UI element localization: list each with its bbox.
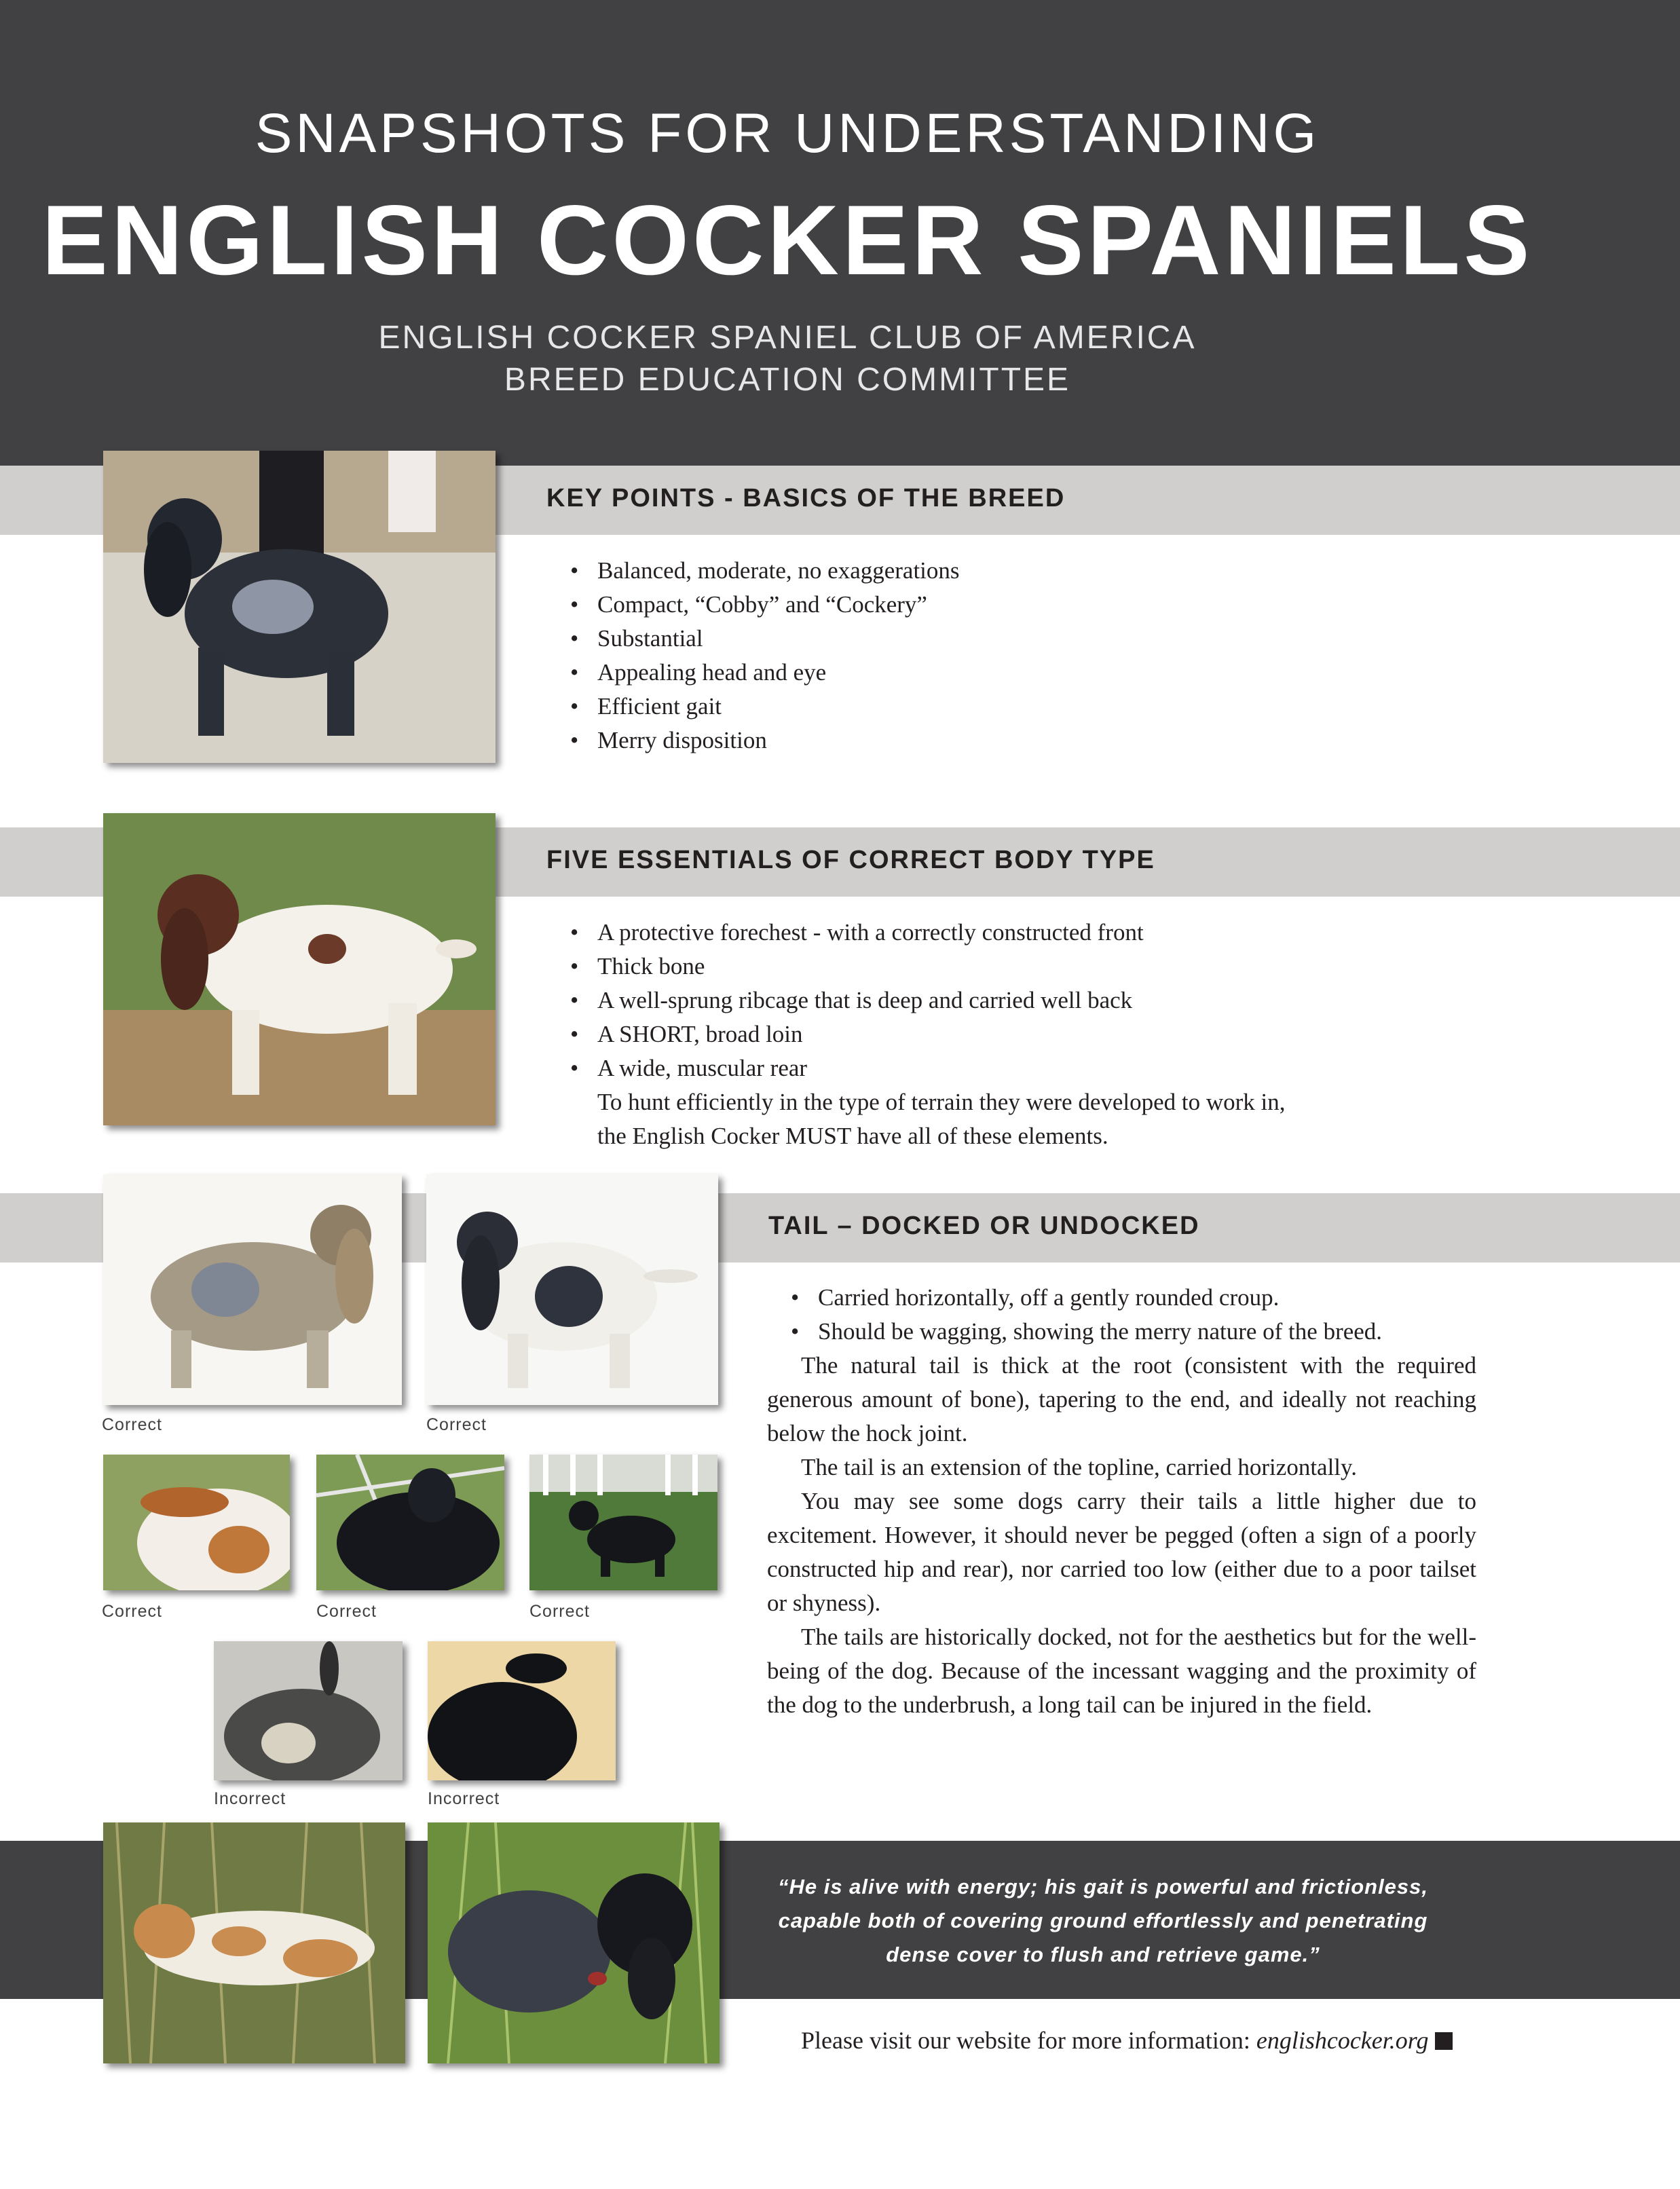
website-link[interactable]: englishcocker.org [1256,2027,1429,2054]
note-line-2: the English Cocker MUST have all of these elements. [597,1123,1108,1149]
photo-tail-correct-1 [103,1174,402,1405]
key-points-list [570,554,960,757]
caption-incorrect-1: Incorrect [214,1789,286,1808]
note-line-1: To hunt efficiently in the type of terrain they were developed to work in, [597,1089,1286,1115]
list-item: • Substantial [570,622,960,656]
photo-tail-incorrect-2 [428,1641,616,1780]
org-line-2: BREED EDUCATION COMMITTEE [504,362,1071,398]
header-banner [0,0,1680,466]
body-type-note [597,1085,1286,1153]
caption-correct-3: Correct [102,1602,162,1621]
list-item: • Should be wagging, showing the merry nature of the breed. [791,1315,1382,1349]
photo-liver-roan-stacked [103,813,496,1125]
photo-field-orange-roan [103,1822,405,2063]
body-type-list [570,916,1144,1085]
caption-correct-2: Correct [426,1415,487,1434]
tail-paragraph-2: The tail is an extension of the topline, carried horizontally. [801,1454,1357,1480]
photo-field-black [428,1822,720,2063]
body-type-title: FIVE ESSENTIALS OF CORRECT BODY TYPE [546,846,1155,874]
photo-tail-correct-2 [426,1174,718,1405]
tail-paragraph-1: The natural tail is thick at the root (consistent with the required generous amount of bone), tapering to the end, and ideally not reaching below the hock joint. [767,1352,1476,1446]
org-line-1: ENGLISH COCKER SPANIEL CLUB OF AMERICA [378,320,1197,356]
tail-list [791,1281,1382,1349]
breed-quote: “He is alive with energy; his gait is powerful and frictionless, capable both of covering ground effortlessly and penetrating dense cover to flush and retrieve game.” [777,1875,1429,1966]
list-item: • Balanced, moderate, no exaggerations [570,554,960,588]
caption-incorrect-2: Incorrect [428,1789,500,1808]
footer-text: Please visit our website for more information: [801,2027,1256,2054]
list-item: • Carried horizontally, off a gently rounded croup. [791,1281,1382,1315]
photo-tail-correct-5 [529,1455,717,1590]
photo-tail-correct-4 [316,1455,504,1590]
footer [801,2026,1453,2055]
end-mark-icon [1435,2032,1453,2050]
list-item: • A SHORT, broad loin [570,1017,1144,1051]
list-item: • Compact, “Cobby” and “Cockery” [570,588,960,622]
list-item: • A wide, muscular rear [570,1051,1144,1085]
tail-paragraph-3: You may see some dogs carry their tails a little higher due to excitement. However, it should never be pegged (often a sign of a poorly constructed hip and rear), nor carried too low (either due to a poor tailset or shyness). [767,1488,1476,1616]
key-points-title: KEY POINTS - BASICS OF THE BREED [546,484,1066,512]
page-title: ENGLISH COCKER SPANIELS [41,185,1533,295]
caption-correct-4: Correct [316,1602,377,1621]
tail-paragraphs [767,1349,1476,1722]
list-item: • A protective forechest - with a correctly constructed front [570,916,1144,950]
header-pretitle: SNAPSHOTS FOR UNDERSTANDING [255,102,1320,164]
tail-title: TAIL – DOCKED OR UNDOCKED [768,1212,1200,1240]
list-item: • Merry disposition [570,724,960,757]
caption-correct-1: Correct [102,1415,162,1434]
list-item: • A well-sprung ribcage that is deep and carried well back [570,984,1144,1017]
list-item: • Appealing head and eye [570,656,960,690]
caption-correct-5: Correct [529,1602,590,1621]
photo-tail-incorrect-1 [214,1641,403,1780]
photo-blue-roan-stacked [103,451,496,763]
tail-paragraph-4: The tails are historically docked, not for the aesthetics but for the well-being of the dog. Because of the incessant wagging and the proximity of the dog to the underbrush, a long tail can be injured in the field. [767,1624,1476,1718]
photo-tail-correct-3 [103,1455,290,1590]
list-item: • Efficient gait [570,690,960,724]
list-item: • Thick bone [570,950,1144,984]
header-organization [0,317,1575,401]
